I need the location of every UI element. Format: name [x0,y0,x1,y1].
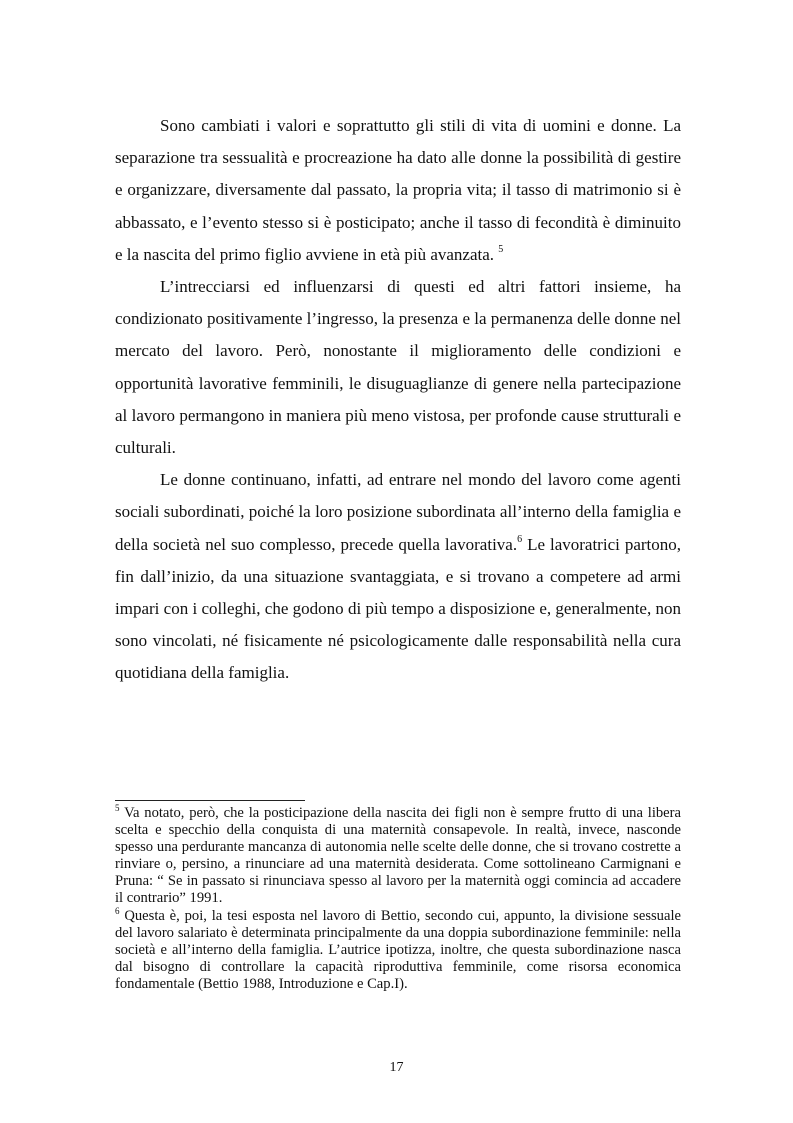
paragraph-1-text: Sono cambiati i valori e soprattutto gli stili di vita di uomini e donne. La separazione tra sessualità e procreazione ha dato alle donne la possibilità di gestire e organizzare, diversamente dal passato, la propria vita; il tasso di matrimonio si è abbassato, e l’evento stesso si è posticipato; anche il tasso di fecondità è diminuito e la nascita del primo figlio avviene in età più avanzata. [115,116,681,264]
footnote-5-text: Va notato, però, che la posticipazione della nascita dei figli non è sempre frutto di una libera scelta e specchio della conquista di una maternità consapevole. In realtà, invece, nasconde spesso una perdurante mancanza di autonomia nelle scelte delle donne, che si trovano costrette a rinviare o, persino, a rinunciare ad una maternità desiderata. Come sottolineano Carmignani e Pruna: “ Se in passato si rinunciava spesso al lavoro per la maternità oggi comincia ad accadere il contrario” 1991. [115,805,681,907]
paragraph-3-text-after: Le lavoratrici partono, fin dall’inizio, da una situazione svantaggiata, e si trovano a competere ad armi impari con i colleghi, che godono di più tempo a disposizione e, generalmente, non sono vincolati, né fisicamente né psicologicamente dalle responsabilità nella cura quotidiana della famiglia. [115,534,681,683]
footnote-5 [115,805,681,908]
paragraph-2 [115,271,681,464]
paragraph-1 [115,110,681,271]
paragraph-2-text: L’intrecciarsi ed influenzarsi di questi ed altri fattori insieme, ha condizionato positivamente l’ingresso, la presenza e la permanenza delle donne nel mercato del lavoro. Però, nonostante il miglioramento delle condizioni e opportunità lavorative femminili, le disuguaglianze di genere nella partecipazione al lavoro permangono in maniera più meno vistosa, per profonde cause strutturali e culturali. [115,277,681,458]
footnote-6 [115,905,681,993]
footnote-ref-5: 5 [498,243,504,255]
footnote-5-number: 5 [115,803,120,813]
main-text [115,110,681,690]
footnote-6-number: 6 [115,905,120,916]
page-number: 17 [389,1060,404,1075]
footnotes [115,800,681,993]
footnote-ref-6: 6 [517,533,523,545]
paragraph-3 [115,464,681,689]
paragraph-3-text-before: Le donne continuano, infatti, ad entrare nel mondo del lavoro come agenti sociali subordinati, poiché la loro posizione subordinata all’interno della famiglia e della società nel suo complesso, precede quella lavorativa. [115,470,681,554]
footnote-6-text: Questa è, poi, la tesi esposta nel lavoro di Bettio, secondo cui, appunto, la divisione sessuale del lavoro salariato è determinata principalmente da una doppia subordinazione femminile: nella società e all’interno della famiglia. L’autrice ipotizza, inoltre, che questa subordinazione nasca dal bisogno di controllare la capacità riproduttiva femminile, come risorsa economica fondamentale (Bettio 1988, Introduzione e Cap.I). [115,907,681,992]
footnote-separator [115,800,305,801]
